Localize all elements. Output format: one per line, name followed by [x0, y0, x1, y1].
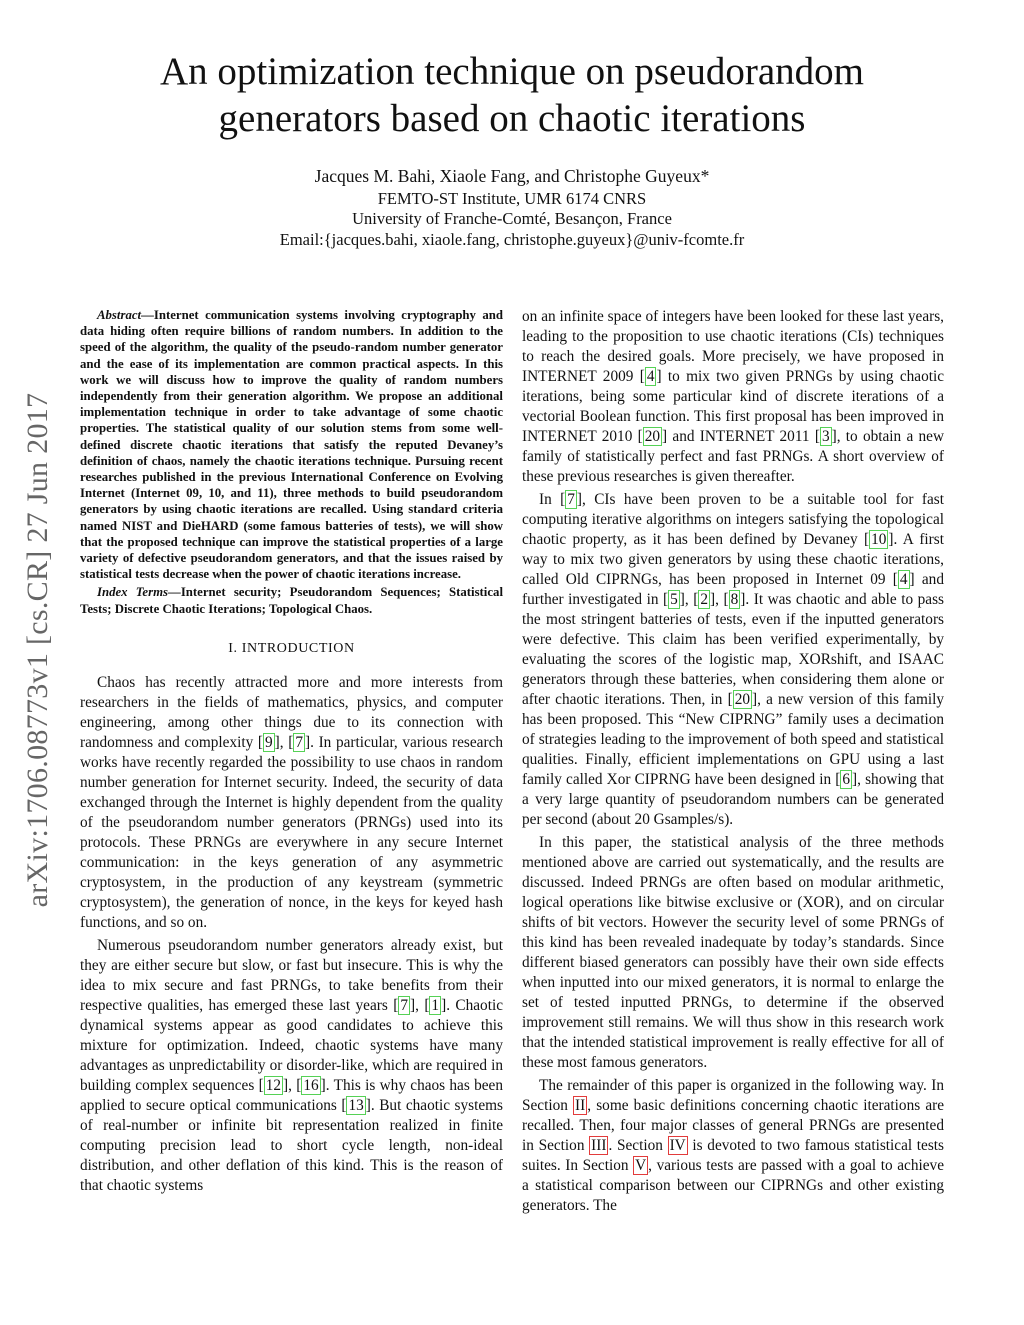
- affiliation-institute: FEMTO-ST Institute, UMR 6174 CNRS: [377, 188, 647, 208]
- section-reference-link[interactable]: III: [591, 1137, 607, 1154]
- text-run: Chaos has recently attracted more and more interests from researchers in the fields of mathematics, physics, and computer engineering, among other things due to its connection with randomness and complexity: [80, 673, 503, 751]
- text-run: ,: [288, 1076, 297, 1094]
- citation-link[interactable]: 5: [670, 591, 678, 608]
- abstract-text: Internet communication systems involving cryptography and data hiding often require billions of random numbers. In addition to the speed of the algorithm, the quality of the pseudo-random number generator and the ease of its implementation are common practical aspects. In this work we will discuss how to improve the quality of random numbers independently from their generation algorithm. We propose an additional implementation technique in order to take advantage of some chaotic properties. The statistical quality of our solution stems from some well-defined discrete chaotic iterations that satisfy the reputed Devaney’s definition of chaos, namely the chaotic iterations technique. Pursuing recent researches published in the previous International Conference on Evolving Internet (Internet 09, 10, and 11), three methods to build pseudorandom generators by using chaotic iterations are recalled. Using standard criteria named NIST and DieHARD (some famous batteries of tests), we will show that the proposed technique can improve the statistical properties of a large variety of defective pseudorandom generators, and that the issues raised by statistical tests decrease when the power of chaotic iterations increase.: [80, 308, 503, 582]
- left-column: [80, 307, 503, 1199]
- citation-link[interactable]: 1: [431, 996, 440, 1014]
- text-run: . Section: [608, 1137, 668, 1154]
- section-heading-introduction: I. INTRODUCTION: [228, 640, 355, 656]
- text-run: In this paper, the statistical analysis of the three methods mentioned above are carried out systematically, and the results are discussed. Indeed PRNGs are often based on modular arithmetic, logical operations like bitwise exclusive or (XOR), and on circular shifts of bit vectors. However the security level of some PRNGs of this kind has been revealed inadequate by today’s standards. Since different biased generators can possibly have their own side effects when inputted into our mixed generators, it is normal to enlarge the set of tested inputted PRNGs, to determine if the observed improvement still remains. We will thus show in this research work that the intended statistical improvement is really effective for all of these most famous generators.: [522, 834, 944, 1071]
- text-run: . This is why chaos has been applied to secure optical communications: [80, 1076, 503, 1114]
- text-run: and INTERNET 2011: [667, 428, 815, 445]
- paper-title: [0, 48, 1024, 142]
- text-run: to mix two given PRNGs by using chaotic iterations, being some particular kind of discrete iterations of a vectorial Boolean function. This first proposal has been improved in INTERNET 2010: [522, 368, 945, 445]
- citation-link[interactable]: 3: [821, 428, 830, 445]
- text-run: ,: [684, 591, 694, 608]
- text-run: , to obtain a new family of statistically perfect and fast PRNGs. A short overview of these previous researches is given thereafter.: [522, 428, 945, 485]
- section-reference-link[interactable]: IV: [669, 1137, 686, 1154]
- text-run: The remainder of this paper is organized in the following way. In Section: [522, 1077, 944, 1114]
- body-paragraph: [522, 833, 944, 1073]
- text-run: . In particular, various research works have recently regarded the possibility to use chaos in random number generation for Internet security. Indeed, the security of data exchanged through the Internet is highly dependent from the quality of the pseudorandom number generators (PRNGs) used into its protocols. These PRNGs are everywhere in any secure Internet communication: in the keys generation of any asymmetric cryptosystem, in the production of any keystream (symmetric cryptosystem), the generation of nonce, in the keys for keyed hash functions, and so on.: [80, 733, 504, 931]
- text-run: . A first way to mix two given generators by using these chaotic iterations, called Old CIPRNGs, has been proposed in Internet 09: [522, 531, 944, 588]
- title-line-2: generators based on chaotic iterations: [218, 97, 806, 140]
- citation-link[interactable]: 10: [871, 531, 887, 548]
- text-run: . But chaotic systems of real-number or infinite bit representation realized in finite computing precision lead to short cycle length, non-ideal distribution, and other deflation of this kind. This is the reason of that chaotic systems: [80, 1096, 503, 1194]
- citation-link[interactable]: 4: [646, 368, 655, 385]
- index-terms: [80, 584, 503, 616]
- citation-link[interactable]: 16: [303, 1076, 319, 1094]
- citation-link[interactable]: 20: [734, 691, 751, 708]
- author-block: [0, 166, 1024, 250]
- text-run: In: [539, 491, 561, 508]
- title-line-1: An optimization technique on pseudorandom: [159, 50, 865, 93]
- right-body-text: [522, 307, 944, 1216]
- citation-link[interactable]: 9: [265, 733, 273, 751]
- text-run: , some basic definitions concerning chaotic iterations are recalled. Then, four major classes of general PRNGs are presented in Section: [522, 1097, 944, 1154]
- text-run: ,: [715, 591, 724, 608]
- citation-link[interactable]: 7: [295, 733, 303, 751]
- text-run: is devoted to two famous statistical tests suites. In Section: [522, 1137, 945, 1174]
- index-terms-label: Index Terms—: [97, 585, 181, 600]
- left-body-text: [80, 673, 503, 1196]
- citation-link[interactable]: 8: [730, 591, 739, 608]
- arxiv-identifier: arXiv:1706.08773v1 [cs.CR] 27 Jun 2017: [21, 392, 54, 908]
- index-terms-text: Internet security; Pseudorandom Sequences; Statistical Tests; Discrete Chaotic Iterations; Topological Chaos.: [80, 585, 503, 616]
- citation-link[interactable]: 2: [700, 591, 709, 608]
- text-run: . It was chaotic and able to pass the most stringent batteries of tests, even if the inputted generators were defective. This claim has been verified experimentally, by evaluating the scores of the logistic map, XORshift, and ISAAC generators through these batteries, when considering them alone or after chaotic iterations. Then, in: [522, 591, 945, 708]
- body-paragraph: Chaos has recently attracted more and more interests from researchers in the fields of mathematics, physics, and computer engineering, among other things due to its connection with randomness and complexity [ 9 ], [ 7 ]. In particular, various research works have recently regarded the possibility to use chaos in random number generation for Internet security. Indeed, the security of data exchanged through the Internet is highly dependent from the quality of the pseudorandom number generators (PRNGs) used into its protocols. These PRNGs are everywhere in any secure Internet communication: in the keys generation of any asymmetric cryptosystem, in the production of any keystream (symmetric cryptosystem), the generation of nonce, in the keys for keyed hash functions, and so on.: [80, 673, 504, 931]
- text-run: and further investigated in: [522, 571, 944, 608]
- author-email: Email:{jacques.bahi, xiaole.fang, christophe.guyeux}@univ-fcomte.fr: [279, 229, 745, 249]
- body-paragraph: Numerous pseudorandom number generators already exist, but they are either secure but slow, or fast but insecure. This is why the idea to mix secure and fast PRNGs, to take benefits from their respective qualities, has emerged these last years [ 7 ], [ 1 ]. Chaotic dynamical systems appear as good candidates to achieve this mixture for optimization. Indeed, chaotic systems have many advantages as unpredictability or disorder-like, which are required in building complex sequences [ 12 ], [ 16 ]. This is why chaos has been applied to secure optical communications [ 13 ]. But chaotic systems of real-number or infinite bit representation realized in finite computing precision lead to short cycle length, non-ideal distribution, and other deflation of this kind. This is the reason of that chaotic systems: [80, 936, 503, 1194]
- text-run: ,: [415, 996, 425, 1014]
- citation-link[interactable]: 6: [842, 771, 851, 788]
- text-run: on an infinite space of integers have been looked for these last years, leading to the proposition to use chaotic iterations (CIs) techniques to reach the desired goals. More precisely, we have proposed in INTERNET 2009: [522, 308, 944, 385]
- citation-link[interactable]: 4: [899, 571, 908, 588]
- citation-link[interactable]: 7: [400, 996, 408, 1014]
- citation-link[interactable]: 13: [348, 1096, 364, 1114]
- text-run: , CIs have been proven to be a suitable tool for fast computing iterative algorithms on integers satisfying the topological chaotic property, as it has been defined by Devaney: [522, 491, 944, 548]
- text-run: ,: [279, 733, 289, 751]
- arxiv-sidebar-stamp: [12, 355, 64, 945]
- affiliation-university: University of Franche-Comté, Besançon, France: [352, 209, 672, 228]
- body-paragraph: In [ 7 ], CIs have been proven to be a suitable tool for fast computing iterative algorithms on integers satisfying the topological chaotic property, as it has been defined by Devaney [ 10 ]. A first way to mix two given generators by using these chaotic iterations, called Old CIPRNGs, has been proposed in Internet 09 [ 4 ] and further investigated in [ 5 ], [ 2 ], [ 8 ]. It was chaotic and able to pass the most stringent batteries of tests, even if the inputted generators were defective. This claim has been verified experimentally, by evaluating the scores of the logistic map, XORshift, and ISAAC generators through these batteries, when considering them alone or after chaotic iterations. Then, in [ 20 ], a new version of this family has been proposed. This “New CIPRNG” family uses a decimation of strategies leading to the improvement of both speed and statistical qualities. Finally, efficient implementations on GPU using a last family called Xor CIPRNG have been designed in [ 6 ], showing that a very large quantity of pseudorandom numbers can be generated per second (about 20 Gsamples/s).: [522, 491, 945, 828]
- body-paragraph: on an infinite space of integers have been looked for these last years, leading to the proposition to use chaotic iterations (CIs) techniques to reach the desired goals. More precisely, we have proposed in INTERNET 2009 [ 4 ] to mix two given PRNGs by using chaotic iterations, being some particular kind of discrete iterations of a vectorial Boolean function. This first proposal has been improved in INTERNET 2010 [ 20 ] and INTERNET 2011 [ 3 ], to obtain a new family of statistically perfect and fast PRNGs. A short overview of these previous researches is given thereafter.: [522, 308, 945, 485]
- abstract: [80, 307, 503, 582]
- right-column: [522, 307, 944, 1219]
- text-run: , a new version of this family has been proposed. This “New CIPRNG” family uses a decimation of strategies leading to the improvement of both speed and statistical qualities. Finally, efficient implementations on GPU using a last family called Xor CIPRNG have been designed in: [522, 691, 944, 788]
- text-run: , showing that a very large quantity of pseudorandom numbers can be generated per second (about 20 Gsamples/s).: [522, 771, 944, 828]
- abstract-label: Abstract—: [97, 308, 154, 322]
- text-run: , various tests are passed with a goal to achieve a statistical comparison between our CIPRNGs and other existing generators. The: [522, 1157, 944, 1214]
- text-run: . Chaotic dynamical systems appear as good candidates to achieve this mixture for optimization. Indeed, chaotic systems have many advantages as unpredictability or disorder-like, which are required in building complex sequences: [80, 996, 503, 1094]
- citation-link[interactable]: 20: [644, 428, 661, 445]
- citation-link[interactable]: 7: [567, 491, 575, 508]
- section-reference-link[interactable]: V: [635, 1157, 647, 1174]
- body-paragraph: [522, 1076, 944, 1216]
- author-names: Jacques M. Bahi, Xiaole Fang, and Christophe Guyeux*: [314, 166, 710, 186]
- text-run: Numerous pseudorandom number generators already exist, but they are either secure but slow, or fast but insecure. This is why the idea to mix secure and fast PRNGs, to take benefits from their respective qualities, has emerged these last years: [80, 936, 503, 1014]
- section-reference-link[interactable]: II: [575, 1097, 586, 1114]
- citation-link[interactable]: 12: [265, 1076, 281, 1094]
